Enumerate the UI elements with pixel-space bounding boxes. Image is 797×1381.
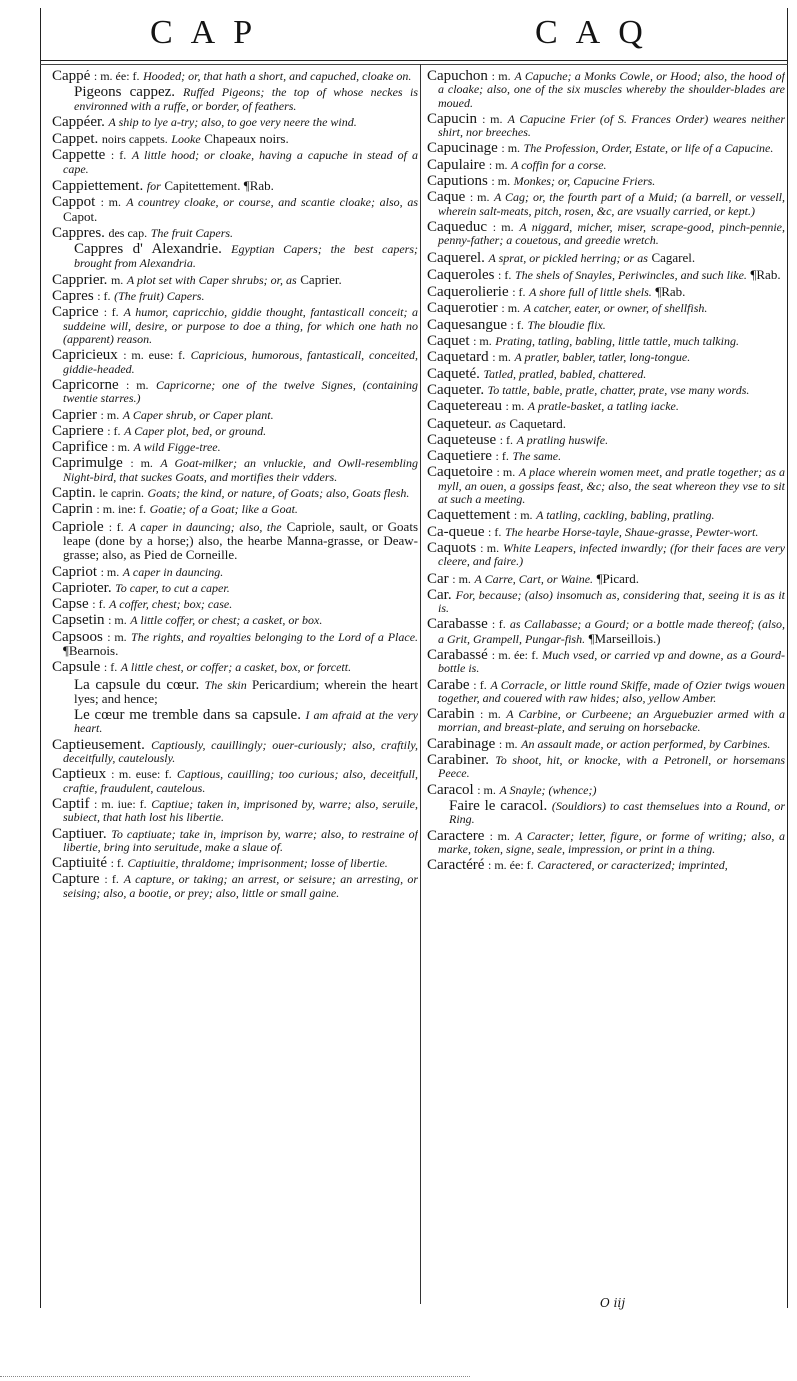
entry-headword: Caquetiere xyxy=(427,448,492,465)
entry-headword: Cappet. xyxy=(52,131,99,148)
dictionary-entry xyxy=(427,400,785,413)
entry-headword: Caqueteuse xyxy=(427,431,497,448)
dictionary-entry xyxy=(427,365,785,382)
dictionary-entry xyxy=(52,406,418,423)
entry-headword: Carabin xyxy=(427,706,475,723)
entry-headword: Captieux xyxy=(52,766,107,783)
entry-grammar: : f. xyxy=(473,677,487,692)
entry-headword: Cappé xyxy=(52,70,91,84)
entry-definition: The hearbe Horse-tayle, Shaue-grasse, Pewter-wort. xyxy=(504,524,759,539)
entry-headword: Caquet xyxy=(427,333,470,350)
entry-grammar: : m. xyxy=(491,70,511,83)
entry-definition: A sprat, or pickled herring; or as xyxy=(488,250,648,265)
entry-grammar: : m. euse: f. xyxy=(123,348,186,363)
entry-continuation: Chapeaux noirs. xyxy=(204,131,289,147)
entry-definition: Tatled, pratled, babled, chattered. xyxy=(483,366,647,381)
entry-headword: Capsoos xyxy=(52,628,103,645)
dictionary-entry xyxy=(427,523,785,540)
dictionary-entry xyxy=(52,661,418,674)
dictionary-entry xyxy=(52,598,418,611)
entry-definition: The skin xyxy=(204,677,247,692)
entry-definition: A caper in dauncing; also, the xyxy=(128,519,282,534)
dictionary-entry xyxy=(427,251,785,265)
entry-definition: A coffer, chest; box; case. xyxy=(109,597,233,612)
header-rule xyxy=(40,60,788,61)
entry-headword: La capsule du cœur. xyxy=(74,676,200,693)
entry-definition: The bloudie flix. xyxy=(527,317,606,332)
dictionary-entry xyxy=(52,857,418,870)
entry-definition: A little hood; or cloake, having a capuche in stead of a cape. xyxy=(63,148,418,176)
entry-definition: as xyxy=(495,416,506,431)
entry-definition: A Corracle, or little round Skiffe, made of Ozier twigs wouen together, and couered with raw hides; also, yellow Amber. xyxy=(438,677,785,705)
entry-definition: A plot set with Caper shrubs; or, as xyxy=(126,272,297,287)
entry-grammar: : m. xyxy=(100,407,120,422)
entry-definition: Caractered, or caracterized; imprinted, xyxy=(537,858,728,873)
entry-headword: Capucin xyxy=(427,110,477,127)
dictionary-entry xyxy=(52,520,418,563)
entry-definition: A coffin for a corse. xyxy=(511,157,607,172)
dictionary-entry xyxy=(427,268,785,282)
entry-grammar: : m. xyxy=(491,174,511,189)
header-right: CAQ xyxy=(535,14,661,51)
entry-headword: Capprier. xyxy=(52,271,108,288)
entry-definition: Captiuitie, thraldome; imprisonment; losse of libertie. xyxy=(127,856,388,871)
entry-definition: The Profession, Order, Estate, or life of a Capucine. xyxy=(523,141,774,156)
entry-definition: A Capucine Frier (of S. Frances Order) weares neither shirt, nor breeches. xyxy=(438,111,785,140)
entry-headword: Capriot xyxy=(52,563,97,580)
entry-headword: Caractere xyxy=(427,827,485,844)
entry-grammar: : m. xyxy=(513,508,533,523)
entry-continuation: Capitettement. ¶Rab. xyxy=(164,178,274,194)
entry-definition: Monkes; or, Capucine Friers. xyxy=(513,174,656,189)
dictionary-entry xyxy=(52,149,418,176)
entry-headword: Caprin xyxy=(52,501,93,518)
entry-headword: Car. xyxy=(427,586,452,603)
entry-definition: (Souldiors) to cast themselues into a Round, or Ring. xyxy=(449,798,785,827)
dictionary-entry xyxy=(427,646,785,676)
entry-grammar: : f. xyxy=(107,423,121,438)
dictionary-entry xyxy=(427,735,785,752)
dictionary-entry xyxy=(427,539,785,569)
entry-definition: A Caper shrub, or Caper plant. xyxy=(122,407,274,422)
entry-headword: Capulaire xyxy=(427,156,486,173)
entry-grammar: : m. ée: f. xyxy=(93,70,140,83)
entry-definition: A humor, capricchio, giddie thought, fantasticall conceit; a suddeine will, desire, or purpose to doe a thing, for which one hath no (apparent) reason. xyxy=(63,305,418,347)
dictionary-entry xyxy=(427,466,785,506)
dictionary-entry xyxy=(427,110,785,140)
entry-definition: A Snayle; (whence;) xyxy=(499,782,597,797)
entry-headword: Capsule xyxy=(52,659,101,676)
entry-headword: Faire le caracol. xyxy=(449,797,548,814)
entry-definition: Goats; the kind, or nature, of Goats; also, Goats flesh. xyxy=(147,486,410,501)
entry-definition: The shels of Snayles, Periwincles, and such like. xyxy=(514,267,747,282)
entry-headword: Caprifice xyxy=(52,439,108,456)
dictionary-entry xyxy=(427,827,785,857)
entry-grammar: : m. ée: f. xyxy=(491,647,539,662)
entry-definition: To captiuate; take in, imprison by, warre; also, to restraine of libertie, bring into seruitude, make a slaue of. xyxy=(63,826,418,854)
entry-headword: Capture xyxy=(52,871,100,888)
dictionary-page xyxy=(40,8,788,1308)
dictionary-entry xyxy=(427,316,785,333)
entry-definition: for xyxy=(146,179,161,194)
entry-grammar: : f. xyxy=(108,519,124,534)
entry-grammar: : m. xyxy=(126,377,149,392)
dictionary-entry xyxy=(52,224,418,241)
dictionary-entry xyxy=(52,614,418,627)
entry-definition: A catcher, eater, or owner, of shellfish. xyxy=(523,301,708,316)
signature-mark: O iij xyxy=(600,1296,626,1310)
dictionary-entry xyxy=(52,422,418,439)
entry-headword: Captiuer. xyxy=(52,825,107,842)
entry-definition: A little chest, or coffer; a casket, box, or forcett. xyxy=(120,660,352,675)
header-rule-thin xyxy=(40,64,788,65)
entry-continuation: Pericardium; wherein the heart lyes; and hence; xyxy=(74,676,418,706)
dictionary-entry xyxy=(52,563,418,580)
entry-grammar: : f. xyxy=(92,597,106,612)
entry-continuation: Caprier. xyxy=(300,271,342,287)
entry-definition: For, because; (also) insomuch as, considering that, seeing it is as it is. xyxy=(438,587,785,616)
entry-grammar: : m. xyxy=(469,190,490,205)
entry-definition: An assault made, or action performed, by Carbines. xyxy=(521,736,771,751)
entry-definition: A Cag; or, the fourth part of a Muid; (a barrell, or vessell, wherein salt-meats, pitch, rosen, &c, are vsually carried, or kept.) xyxy=(438,190,785,218)
entry-definition: Captiue; taken in, imprisoned by, warre; also, seruile, subiect, that hath lost his libertie. xyxy=(63,796,418,825)
entry-grammar: : f. xyxy=(97,289,111,304)
dictionary-entry xyxy=(427,175,785,188)
entry-continuation: ¶Bearnois. xyxy=(63,642,119,658)
entry-definition: The rights, and royalties belonging to the Lord of a Place. xyxy=(131,629,418,644)
left-border xyxy=(40,8,41,1308)
dictionary-entry xyxy=(427,70,785,110)
entry-definition: Capricious, humorous, fantasticall, conceited, giddie-headed. xyxy=(63,348,418,376)
entry-headword: Cappiettement. xyxy=(52,178,144,195)
entry-definition: To shoot, hit, or knocke, with a Petronell, or horsemans Peece. xyxy=(438,753,785,781)
left-column xyxy=(52,70,418,1300)
entry-definition: The fruit Capers. xyxy=(150,225,234,240)
entry-definition: A wild Figge-tree. xyxy=(133,440,221,455)
entry-grammar: : m. xyxy=(477,782,496,797)
entry-grammar: : f. xyxy=(512,285,526,300)
entry-grammar: noirs cappets. xyxy=(101,132,168,147)
entry-definition: The same. xyxy=(512,449,562,464)
entry-headword: Cappette xyxy=(52,147,106,164)
entry-grammar: : m. xyxy=(496,465,516,480)
entry-headword: Caractéré xyxy=(427,857,485,874)
dictionary-entry xyxy=(427,572,785,586)
entry-grammar: : f. xyxy=(104,872,119,887)
entry-definition: Ruffed Pigeons; the top of whose neckes is environned with a ruffe, or border, of feathers. xyxy=(74,85,418,113)
dictionary-entry xyxy=(52,306,418,346)
entry-grammar: : f. xyxy=(110,856,124,871)
entry-definition: A tatling, cackling, babling, pratling. xyxy=(536,508,715,523)
entry-headword: Cappot xyxy=(52,194,96,211)
entry-grammar: : m. xyxy=(130,456,153,471)
dictionary-entry xyxy=(52,768,418,795)
entry-grammar: : m. iue: f. xyxy=(94,796,147,811)
entry-definition: To tattle, bable, pratle, chatter, prate, vse many words. xyxy=(487,382,750,397)
entry-grammar: : f. xyxy=(510,317,524,332)
entry-headword: Caputions xyxy=(427,173,488,190)
entry-grammar: : m. xyxy=(480,707,501,722)
entry-grammar: : m. xyxy=(100,195,121,210)
entry-grammar: : m. xyxy=(452,571,471,586)
entry-headword: Caqueduc xyxy=(427,218,487,235)
column-divider xyxy=(420,64,421,1304)
dictionary-entry xyxy=(427,335,785,348)
entry-grammar: : f. xyxy=(495,449,509,464)
dictionary-entry xyxy=(427,618,785,646)
dictionary-entry xyxy=(63,678,418,707)
dictionary-entry xyxy=(427,156,785,173)
entry-headword: Captif xyxy=(52,795,90,812)
dictionary-entry xyxy=(427,302,785,315)
entry-grammar: : m. xyxy=(480,540,500,555)
dictionary-entry xyxy=(52,873,418,900)
entry-definition: Prating, tatling, babling, little tattle, much talking. xyxy=(495,334,739,349)
entry-continuation: ¶Picard. xyxy=(596,570,639,586)
entry-definition: (The fruit) Capers. xyxy=(114,289,205,304)
entry-headword: Caquetard xyxy=(427,349,489,366)
entry-continuation: Capot. xyxy=(63,208,98,224)
dictionary-entry xyxy=(52,70,418,83)
entry-headword: Caracol xyxy=(427,781,474,798)
entry-grammar: : m. xyxy=(108,613,127,628)
entry-definition: Hooded; or, that hath a short, and capuched, cloake on. xyxy=(143,70,412,83)
entry-definition: A pratler, babler, tatler, long-tongue. xyxy=(514,350,691,365)
entry-headword: Capucinage xyxy=(427,140,498,157)
dictionary-entry xyxy=(427,859,785,872)
dictionary-entry xyxy=(427,509,785,522)
entry-continuation: Capriole, sault, or Goats leape (done by a horse;) also, the hearbe Manna-grasse, or Deaw-grasse; also, as Pied de Corneille. xyxy=(63,518,418,563)
entry-definition: Captious, cauilling; too curious; also, deceitfull, craftie, fraudulent, cautelous. xyxy=(63,767,418,795)
entry-definition: as Callabasse; a Gourd; or a bottle made thereof; (also, a Grit, Grampell, Pungar-fish. xyxy=(438,617,785,646)
entry-definition: A pratling huswife. xyxy=(516,432,609,447)
dictionary-entry xyxy=(52,487,418,500)
entry-headword: Cappres. xyxy=(52,224,105,241)
entry-grammar: : m. xyxy=(501,301,521,316)
entry-grammar: : m. ée: f. xyxy=(488,858,534,873)
entry-headword: Le cœur me tremble dans sa capsule. xyxy=(74,707,301,724)
entry-definition: A Caper plot, bed, or ground. xyxy=(124,423,267,438)
entry-grammar: m. xyxy=(110,272,124,287)
dictionary-entry xyxy=(427,218,785,248)
entry-headword: Carabiner. xyxy=(427,752,490,769)
entry-definition: A Carbine, or Curbeene; an Arguebuzier armed with a morrian, and breast-plate, and seruing on horsebacke. xyxy=(438,707,785,735)
dictionary-entry xyxy=(427,381,785,398)
entry-continuation: ¶Rab. xyxy=(655,284,686,300)
dictionary-entry xyxy=(52,376,418,406)
dictionary-entry xyxy=(427,450,785,463)
entry-grammar: : m. xyxy=(492,350,511,365)
entry-definition: Much vsed, or carried vp and downe, as a Gourd-bottle is. xyxy=(438,647,785,676)
entry-headword: Cappéer. xyxy=(52,113,105,130)
entry-definition: A Capuche; a Monks Cowle, or Hood; also, the hood of a cloake; also, one of the six muscles whereby the shoulder-blades are moued. xyxy=(438,70,785,110)
scan-edge xyxy=(0,1376,470,1379)
entry-headword: Carabinage xyxy=(427,735,496,752)
entry-definition: Capricorne; one of the twelve Signes, (containing twentie starres.) xyxy=(63,377,418,406)
entry-grammar: : m. xyxy=(505,399,525,414)
entry-grammar: le caprin. xyxy=(99,486,144,501)
entry-headword: Caprier xyxy=(52,406,97,423)
dictionary-entry xyxy=(63,709,418,736)
entry-grammar: : m. xyxy=(111,440,131,455)
entry-definition: A place wherein women meet, and pratle together; as a myll, an ouen, a gossips feast, &c; also, the seat whereon they vse to sit at such a meeting. xyxy=(438,465,785,507)
entry-definition: A little coffer, or chest; a casket, or box. xyxy=(130,613,323,628)
dictionary-entry xyxy=(52,503,418,516)
entry-grammar: : m. xyxy=(100,564,120,579)
dictionary-entry xyxy=(52,825,418,855)
entry-definition: A Goat-milker; an vnluckie, and Owll-resembling Night-bird, that suckes Goats, and mortifies their vdders. xyxy=(63,456,418,484)
entry-definition: Egyptian Capers; the best capers; brought from Alexandria. xyxy=(74,242,418,270)
dictionary-entry xyxy=(52,628,418,659)
dictionary-entry xyxy=(63,86,418,113)
entry-grammar: : m. xyxy=(107,629,127,644)
entry-headword: Caqueteur. xyxy=(427,415,492,432)
dictionary-entry xyxy=(427,142,785,155)
entry-definition: White Leapers, infected inwardly; (for their faces are very cleere, and faire.) xyxy=(438,540,785,569)
entry-grammar: : m. xyxy=(501,141,521,156)
entry-headword: Carabasse xyxy=(427,616,488,633)
entry-headword: Caquerotier xyxy=(427,300,498,317)
entry-definition: A ship to lye a-try; also, to goe very neere the wind. xyxy=(108,114,357,129)
entry-headword: Caquerel. xyxy=(427,249,485,266)
entry-headword: Capsetin xyxy=(52,612,105,629)
dictionary-entry xyxy=(427,285,785,299)
entry-definition: A pratle-basket, a tatling iacke. xyxy=(527,399,679,414)
entry-headword: Capres xyxy=(52,288,94,305)
entry-headword: Captin. xyxy=(52,485,96,502)
dictionary-entry xyxy=(438,797,785,827)
dictionary-entry xyxy=(52,736,418,766)
entry-grammar: : m. xyxy=(489,828,510,843)
entry-headword: Capricorne xyxy=(52,376,119,393)
entry-definition: I am afraid at the very heart. xyxy=(74,708,418,736)
entry-headword: Caprice xyxy=(52,304,99,321)
entry-headword: Carabassé xyxy=(427,646,488,663)
entry-grammar: : m. xyxy=(492,219,514,234)
entry-headword: Caquots xyxy=(427,539,477,556)
dictionary-entry xyxy=(427,708,785,735)
dictionary-entry xyxy=(52,179,418,193)
entry-headword: Carabe xyxy=(427,676,470,693)
entry-headword: Capriole xyxy=(52,518,104,535)
entry-definition: A capture, or taking; an arrest, or seisure; an arresting, or seising; also, a bootie, or prey; also, little or small gaine. xyxy=(63,872,418,900)
entry-headword: Caquetoire xyxy=(427,464,493,481)
dictionary-entry xyxy=(427,417,785,431)
dictionary-entry xyxy=(63,243,418,270)
entry-headword: Caquettement xyxy=(427,507,511,524)
entry-definition: Looke xyxy=(171,132,201,147)
dictionary-entry xyxy=(427,676,785,706)
entry-grammar: : f. xyxy=(488,524,502,539)
entry-definition: A shore full of little shels. xyxy=(529,285,652,300)
dictionary-entry xyxy=(427,351,785,364)
dictionary-entry xyxy=(427,586,785,616)
entry-headword: Ca-queue xyxy=(427,523,485,540)
entry-headword: Capricieux xyxy=(52,347,118,364)
entry-headword: Car xyxy=(427,570,449,587)
entry-grammar: : m. xyxy=(482,111,503,126)
entry-headword: Caprimulge xyxy=(52,455,123,472)
entry-grammar: : m. xyxy=(473,334,492,349)
entry-definition: Captiously, cauillingly; ouer-curiously; also, craftily, deceitfully, cautelously. xyxy=(63,737,418,766)
dictionary-entry xyxy=(52,132,418,146)
dictionary-entry xyxy=(52,273,418,287)
entry-definition: Goatie; of a Goat; like a Goat. xyxy=(149,502,298,517)
dictionary-entry xyxy=(427,431,785,448)
entry-continuation: ¶Marseillois.) xyxy=(588,630,661,646)
entry-continuation: Cagarel. xyxy=(651,249,696,265)
dictionary-entry xyxy=(52,441,418,454)
dictionary-entry xyxy=(52,795,418,825)
entry-definition: A caper in dauncing. xyxy=(122,564,224,579)
header-left: CAP xyxy=(150,14,271,51)
dictionary-entry xyxy=(427,781,785,798)
dictionary-entry xyxy=(52,290,418,303)
entry-headword: Caprioter. xyxy=(52,579,112,596)
dictionary-entry xyxy=(52,113,418,130)
entry-headword: Caqueter. xyxy=(427,381,485,398)
dictionary-entry xyxy=(52,457,418,484)
entry-definition: A Carre, Cart, or Waine. xyxy=(474,571,594,586)
entry-grammar: : m. euse: f. xyxy=(111,767,172,782)
entry-definition: A Caracter; letter, figure, or forme of writing; also, a marke, token, signe, seale, impression, or print in a thing. xyxy=(438,828,785,856)
dictionary-entry xyxy=(427,191,785,218)
entry-headword: Captieusement. xyxy=(52,736,145,753)
entry-headword: Caque xyxy=(427,189,466,206)
right-column xyxy=(427,70,785,1300)
entry-headword: Capriere xyxy=(52,422,104,439)
dictionary-entry xyxy=(52,579,418,596)
dictionary-entry xyxy=(52,349,418,376)
entry-grammar: : m. xyxy=(498,736,518,751)
entry-grammar: : f. xyxy=(103,305,119,320)
entry-headword: Caqueroles xyxy=(427,266,495,283)
entry-grammar: des cap. xyxy=(108,225,148,240)
entry-grammar: : m. ine: f. xyxy=(96,502,147,517)
entry-grammar: : f. xyxy=(491,617,506,632)
entry-definition: A countrey cloake, or course, and scantie cloake; also, as xyxy=(126,195,418,210)
entry-headword: Caquerolierie xyxy=(427,284,509,301)
entry-headword: Caquesangue xyxy=(427,316,507,333)
dictionary-entry xyxy=(427,754,785,781)
dictionary-entry xyxy=(52,196,418,224)
entry-grammar: : f. xyxy=(103,660,118,675)
entry-grammar: : f. xyxy=(498,267,512,282)
entry-grammar: : f. xyxy=(110,148,127,163)
entry-headword: Cappres d' Alexandrie. xyxy=(74,241,222,258)
entry-grammar: : f. xyxy=(499,432,514,447)
entry-headword: Capse xyxy=(52,596,89,613)
entry-headword: Pigeons cappez. xyxy=(74,84,176,101)
entry-headword: Captiuité xyxy=(52,855,107,872)
entry-definition: A niggard, micher, miser, scrape-good, pinch-pennie, penny-father; a couetous, and greedie wretch. xyxy=(438,219,785,248)
entry-continuation: ¶Rab. xyxy=(750,266,781,282)
entry-continuation: Caquetard. xyxy=(509,415,567,431)
right-border xyxy=(787,8,788,1308)
entry-headword: Caqueté. xyxy=(427,365,480,382)
entry-headword: Capuchon xyxy=(427,70,488,84)
entry-headword: Caquetereau xyxy=(427,398,502,415)
running-header xyxy=(40,8,788,58)
entry-definition: To caper, to cut a caper. xyxy=(115,580,230,595)
entry-grammar: : m. xyxy=(488,157,508,172)
